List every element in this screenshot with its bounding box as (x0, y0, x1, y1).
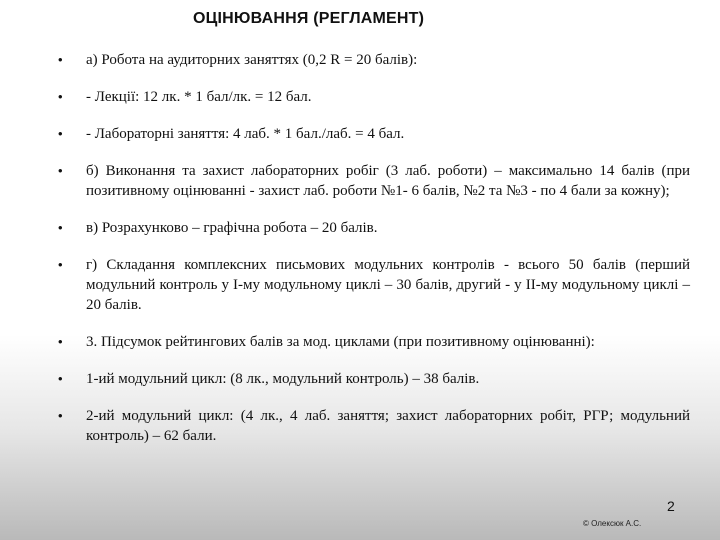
grading-rules-list (58, 50, 690, 463)
list-item (58, 161, 690, 201)
bullet-icon: • (58, 52, 63, 67)
list-item (58, 332, 690, 352)
bullet-icon: • (58, 371, 63, 386)
copyright-note: © Олексюк А.С. (583, 519, 642, 528)
bullet-icon: • (58, 408, 63, 423)
bullet-icon: • (58, 126, 63, 141)
list-item (58, 406, 690, 446)
list-item (58, 369, 690, 389)
list-item-text: 3. Підсумок рейтингових балів за мод. циклами (при позитивному оцінюванні): (86, 334, 595, 350)
bullet-icon: • (58, 220, 63, 235)
list-item-text: - Лабораторні заняття: 4 лаб. * 1 бал./лаб. = 4 бал. (86, 126, 405, 142)
bullet-icon: • (58, 334, 63, 349)
list-item-text: в) Розрахунково – графічна робота – 20 балів. (86, 220, 378, 236)
list-item (58, 87, 690, 107)
list-item-text: 1-ий модульний цикл: (8 лк., модульний контроль) – 38 балів. (86, 371, 480, 387)
list-item (58, 124, 690, 144)
list-item (58, 218, 690, 238)
list-item-text: г) Складання комплексних письмових модульних контролів - всього 50 балів (перший модульний контроль у І-му модульному циклі – 30 балів, другий - у ІІ-му модульному циклі – 20 балів. (86, 257, 690, 313)
page-number: 2 (667, 498, 675, 514)
slide-title: ОЦІНЮВАННЯ (РЕГЛАМЕНТ) (193, 10, 425, 27)
list-item-text: 2-ий модульний цикл: (4 лк., 4 лаб. заняття; захист лабораторних робіт, РГР; модульний контроль) – 62 бали. (86, 408, 690, 444)
list-item (58, 255, 690, 315)
bullet-icon: • (58, 257, 63, 272)
bullet-icon: • (58, 163, 63, 178)
list-item-text: а) Робота на аудиторних заняттях (0,2 R = 20 балів): (86, 52, 418, 68)
list-item-text: б) Виконання та захист лабораторних робіг (3 лаб. роботи) – максимально 14 балів (при позитивному оцінюванні - захист лаб. роботи №1- 6 балів, №2 та №3 - по 4 бали за кожну); (86, 163, 690, 199)
list-item-text: - Лекції: 12 лк. * 1 бал/лк. = 12 бал. (86, 89, 312, 105)
bullet-icon: • (58, 89, 63, 104)
list-item (58, 50, 690, 70)
